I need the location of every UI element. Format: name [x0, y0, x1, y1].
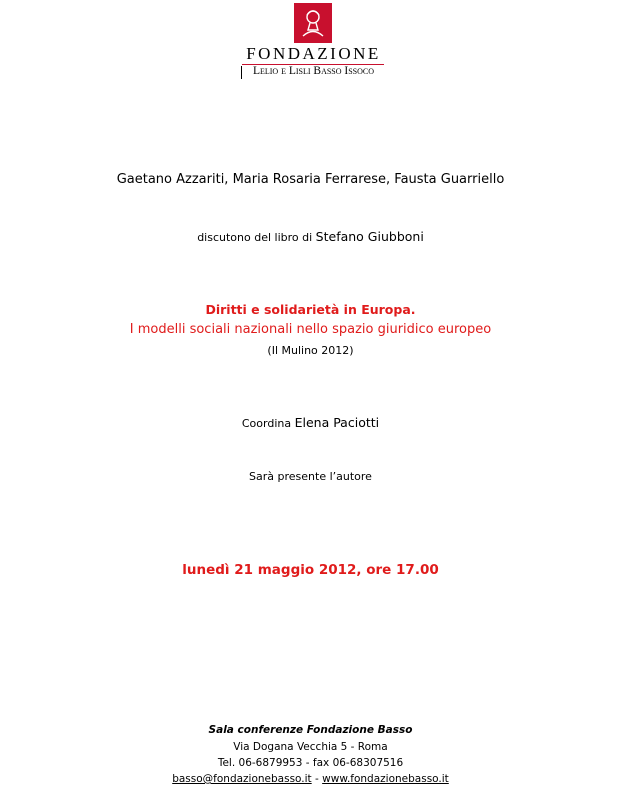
contact-links — [0, 773, 621, 785]
logo-name: FONDAZIONE — [246, 44, 381, 63]
discussion-prefix: discutono del libro di — [197, 231, 316, 244]
author-presence-note: Sarà presente l’autore — [249, 470, 372, 483]
website-link[interactable]: www.fondazionebasso.it — [322, 773, 449, 785]
coordinator-prefix: Coordina — [241, 417, 295, 430]
venue-address: Via Dogana Vecchia 5 - Roma — [233, 741, 388, 753]
discussion-line — [0, 229, 621, 244]
email-link[interactable]: basso@fondazionebasso.it — [172, 773, 312, 785]
coordinator-line — [0, 415, 621, 430]
venue-name: Sala conferenze Fondazione Basso — [208, 724, 413, 736]
foundation-logo-emblem — [294, 3, 332, 43]
logo-subtitle: Lelio e Lisli Basso Issoco — [252, 65, 375, 77]
speakers: Gaetano Azzariti, Maria Rosaria Ferrarese, Fausta Guarriello — [116, 172, 505, 187]
link-separator: - — [311, 773, 323, 785]
book-publisher: (Il Mulino 2012) — [267, 344, 354, 357]
event-date: lunedì 21 maggio 2012, ore 17.00 — [182, 562, 439, 578]
book-title: Diritti e solidarietà in Europa. — [205, 302, 416, 317]
phone-fax: Tel. 06-6879953 - fax 06-68307516 — [217, 757, 404, 769]
coordinator-name: Elena Paciotti — [294, 415, 380, 430]
book-author: Stefano Giubboni — [315, 229, 424, 244]
book-subtitle: I modelli sociali nazionali nello spazio giuridico europeo — [129, 322, 492, 337]
portrait-icon — [294, 3, 332, 43]
